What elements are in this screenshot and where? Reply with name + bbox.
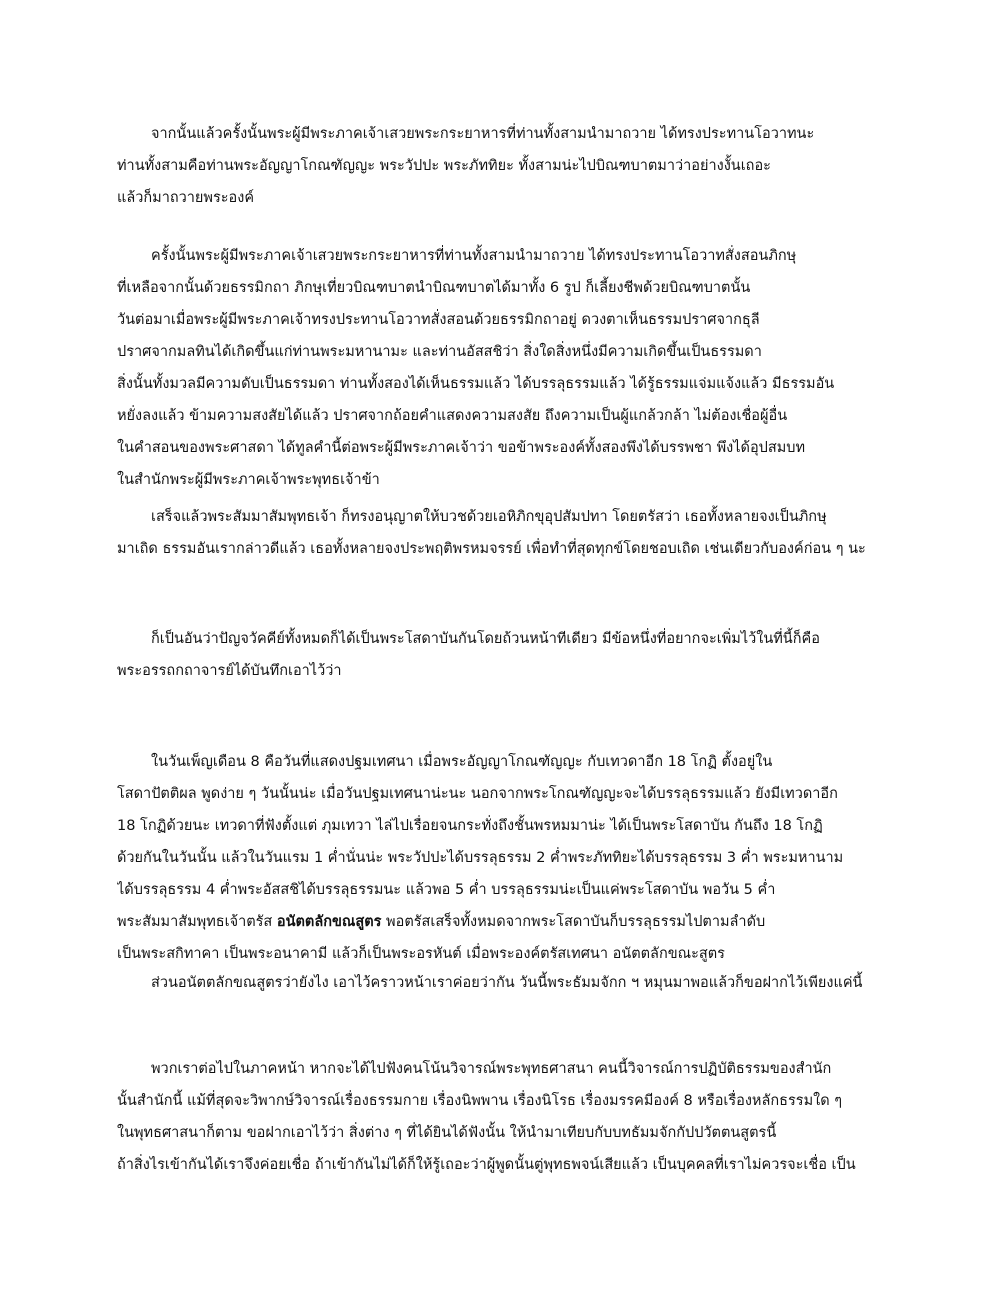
text-line: ท่านทั้งสามคือท่านพระอัญญาโกณฑัญญะ พระวัปปะ พระภัททิยะ ทั้งสามน่ะไปบิณฑบาตมาว่าอย่างงั้นเถอะ <box>117 158 771 174</box>
text-line: วันต่อมาเมื่อพระผู้มีพระภาคเจ้าทรงประทานโอวาทสั่งสอนด้วยธรรมิกถาอยู่ ดวงตาเห็นธรรมปราศจากธุลี <box>117 312 760 328</box>
text-line: แล้วก็มาถวายพระองค์ <box>117 190 255 206</box>
text-line: ได้บรรลุธรรม 4 ค่ำพระอัสสชิได้บรรลุธรรมนะ แล้วพอ 5 ค่ำ บรรลุธรรมน่ะเป็นแค่พระโสดาบัน พอวัน 5 ค่ำ <box>117 882 776 898</box>
text-line: มาเถิด ธรรมอันเรากล่าวดีแล้ว เธอทั้งหลายจงประพฤติพรหมจรรย์ เพื่อทำที่สุดทุกข์โดยชอบเถิด เช่นเดียวกับองค์ก่อน ๆ นะ <box>117 541 866 557</box>
text-line: หยั่งลงแล้ว ข้ามความสงสัยได้แล้ว ปราศจากถ้อยคำแสดงความสงสัย ถึงความเป็นผู้แกล้วกล้า ไม่ต้องเชื่อผู้อื่น <box>117 408 788 424</box>
text-line: ครั้งนั้นพระผู้มีพระภาคเจ้าเสวยพระกระยาหารที่ท่านทั้งสามนำมาถวาย ได้ทรงประทานโอวาทสั่งสอนภิกษุ <box>151 248 797 264</box>
text-line: ด้วยกันในวันนั้น แล้วในวันแรม 1 ค่ำนั่นน่ะ พระวัปปะได้บรรลุธรรม 2 ค่ำพระภัททิยะได้บรรลุธรรม 3 ค่ำ พระมหานาม <box>117 850 844 866</box>
paragraph-6 <box>117 967 897 999</box>
text-segment: พระสัมมาสัมพุทธเจ้าตรัส <box>117 914 277 930</box>
paragraph-7 <box>117 1053 897 1181</box>
paragraph-4 <box>117 623 897 687</box>
text-line: ในสำนักพระผู้มีพระภาคเจ้าพระพุทธเจ้าข้า <box>117 472 380 488</box>
text-segment: พอตรัสเสร็จทั้งหมดจากพระโสดาบันก็บรรลุธรรมไปตามลำดับ <box>381 914 766 930</box>
text-line: ในวันเพ็ญเดือน 8 คือวันที่แสดงปฐมเทศนา เมื่อพระอัญญาโกณฑัญญะ กับเทวดาอีก 18 โกฏิ ตั้งอยู่ใน <box>151 754 773 770</box>
text-line: โสดาปัตติผล พูดง่าย ๆ วันนั้นน่ะ เมื่อวันปฐมเทศนาน่ะนะ นอกจากพระโกณฑัญญะจะได้บรรลุธรรมแล้ว ยังมีเทวดาอีก <box>117 786 838 802</box>
paragraph-3 <box>117 501 897 565</box>
text-line: ถ้าสิ่งไรเข้ากันได้เราจึงค่อยเชื่อ ถ้าเข้ากันไม่ได้ก็ให้รู้เถอะว่าผู้พูดนั้นตู่พุทธพจน์เสียแล้ว เป็นบุคคลที่เราไม่ควรจะเชื่อ เป็น <box>117 1157 856 1173</box>
paragraph-5 <box>117 746 897 970</box>
sutta-title: อนัตตลักขณสูตร <box>276 914 382 930</box>
text-line: ปราศจากมลทินได้เกิดขึ้นแก่ท่านพระมหานามะ และท่านอัสสชิว่า สิ่งใดสิ่งหนึ่งมีความเกิดขึ้นเป็นธรรมดา <box>117 344 762 360</box>
paragraph-2 <box>117 240 897 496</box>
text-line: พวกเราต่อไปในภาคหน้า หากจะได้ไปฟังคนโน้นวิจารณ์พระพุทธศาสนา คนนี้วิจารณ์การปฏิบัติธรรมของสำนัก <box>151 1061 832 1077</box>
text-line: เสร็จแล้วพระสัมมาสัมพุทธเจ้า ก็ทรงอนุญาตให้บวชด้วยเอหิภิกขุอุปสัมปทา โดยตรัสว่า เธอทั้งหลายจงเป็นภิกษุ <box>151 509 827 525</box>
text-line: ในพุทธศาสนาก็ตาม ขอฝากเอาไว้ว่า สิ่งต่าง ๆ ที่ได้ยินได้ฟังนั้น ให้นำมาเทียบกับบทธัมมจักกัปปวัตตนสูตรนี้ <box>117 1125 777 1141</box>
text-line: เป็นพระสกิทาคา เป็นพระอนาคามี แล้วก็เป็นพระอรหันต์ เมื่อพระองค์ตรัสเทศนา อนัตตลักขณะสูตร <box>117 946 725 962</box>
text-line: ในคำสอนของพระศาสดา ได้ทูลคำนี้ต่อพระผู้มีพระภาคเจ้าว่า ขอข้าพระองค์ทั้งสองพึงได้บรรพชา พึงได้อุปสมบท <box>117 440 806 456</box>
text-line: ส่วนอนัตตลักขณสูตรว่ายังไง เอาไว้คราวหน้าเราค่อยว่ากัน วันนี้พระธัมมจักก ฯ หมุนมาพอแล้วก็ขอฝากไว้เพียงแค่นี้ <box>151 975 863 991</box>
text-line: ก็เป็นอันว่าปัญจวัคคีย์ทั้งหมดก็ได้เป็นพระโสดาบันกันโดยถ้วนหน้าทีเดียว มีข้อหนึ่งที่อยากจะเพิ่มไว้ในที่นี้ก็คือ <box>151 631 820 647</box>
text-line-with-sutta-title <box>117 906 897 938</box>
text-line: ที่เหลือจากนั้นด้วยธรรมิกถา ภิกษุเที่ยวบิณฑบาตนำบิณฑบาตได้มาทั้ง 6 รูป ก็เลี้ยงชีพด้วยบิณฑบาตนั้น <box>117 280 751 296</box>
text-line: นั้นสำนักนี้ แม้ที่สุดจะวิพากษ์วิจารณ์เรื่องธรรมกาย เรื่องนิพพาน เรื่องนิโรธ เรื่องมรรคมีองค์ 8 หรือเรื่องหลักธรรมใด ๆ <box>117 1093 843 1109</box>
text-line: 18 โกฏิด้วยนะ เทวดาที่ฟังตั้งแต่ ภุมเทวา ไล่ไปเรื่อยจนกระทั่งถึงชั้นพรหมมาน่ะ ได้เป็นพระโสดาบัน กันถึง 18 โกฏิ <box>117 818 823 834</box>
paragraph-1 <box>117 118 897 214</box>
text-line: พระอรรถกถาจารย์ได้บันทึกเอาไว้ว่า <box>117 663 342 679</box>
text-line: สิ่งนั้นทั้งมวลมีความดับเป็นธรรมดา ท่านทั้งสองได้เห็นธรรมแล้ว ได้บรรลุธรรมแล้ว ได้รู้ธรรมแจ่มแจ้งแล้ว มีธรรมอัน <box>117 376 835 392</box>
text-line: จากนั้นแล้วครั้งนั้นพระผู้มีพระภาคเจ้าเสวยพระกระยาหารที่ท่านทั้งสามนำมาถวาย ได้ทรงประทานโอวาทนะ <box>151 126 815 142</box>
